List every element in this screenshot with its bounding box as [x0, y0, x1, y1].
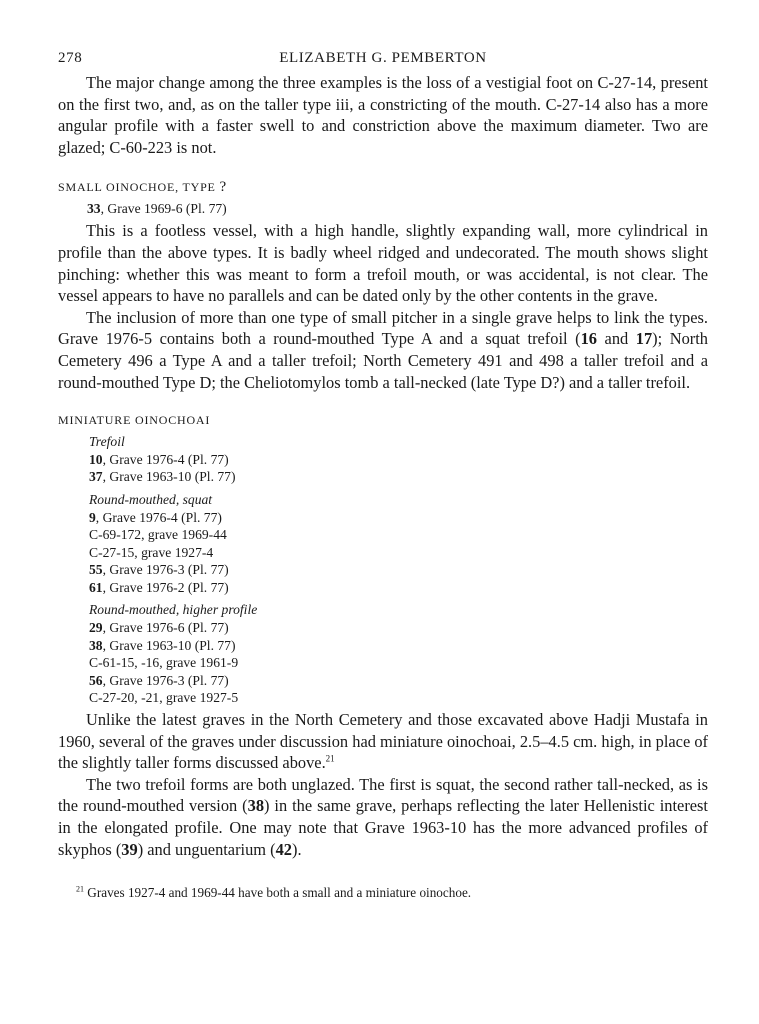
catalog-item — [89, 637, 708, 655]
section-heading-text: SMALL OINOCHOE, TYPE — [58, 180, 216, 195]
catalog-item — [89, 689, 708, 707]
catalog-group-round-squat — [89, 491, 708, 597]
text-run: The two trefoil forms are both unglazed. The first is squat, the second rather tall-necked, as is the round-mouthed version ( — [58, 774, 708, 816]
text-run: The inclusion of more than one type of small pitcher in a single grave helps to link the types. Grave 1976-5 contains both a round-mouthed Type A and a squat trefoil ( — [58, 307, 708, 349]
item-text: , Grave 1976-3 (Pl. 77) — [102, 672, 229, 688]
catalog-item — [89, 526, 708, 544]
catalog-item — [89, 672, 708, 690]
catalog-item — [89, 579, 708, 597]
section-heading-mark: ? — [219, 179, 227, 196]
paragraph-trefoil-forms — [58, 774, 708, 860]
catalog-group-trefoil — [89, 433, 708, 486]
catalog-ref-38: 38 — [247, 796, 265, 816]
footnote-number: 21 — [76, 884, 84, 894]
catalog-item — [89, 509, 708, 527]
section-heading-small-oinochoe — [58, 179, 708, 195]
author-header: ELIZABETH G. PEMBERTON — [279, 50, 487, 66]
item-number: 37 — [89, 469, 103, 485]
entry-text: , Grave 1969-6 (Pl. 77) — [100, 201, 227, 217]
text-run: ) and unguentarium ( — [137, 839, 276, 859]
item-text: , Grave 1976-4 (Pl. 77) — [102, 451, 229, 467]
item-text: , Grave 1963-10 (Pl. 77) — [102, 637, 236, 653]
catalog-ref-39: 39 — [121, 839, 138, 859]
item-number: 55 — [89, 562, 103, 578]
text-run: ). — [292, 839, 302, 859]
catalog-ref-42: 42 — [275, 839, 292, 859]
catalog-ref-16: 16 — [580, 329, 597, 349]
footnote-21 — [76, 884, 708, 902]
item-text: , Grave 1976-4 (Pl. 77) — [95, 509, 222, 525]
footnote-text: Graves 1927-4 and 1969-44 have both a small and a miniature oinochoe. — [87, 885, 472, 901]
item-text: , Grave 1976-6 (Pl. 77) — [102, 620, 229, 636]
item-number: 9 — [89, 509, 96, 525]
section-heading-miniature-oinochoai: MINIATURE OINOCHOAI — [58, 413, 211, 428]
item-text: C-69-172, grave 1969-44 — [89, 527, 227, 543]
catalog-item — [89, 654, 708, 672]
footnote-ref-21: 21 — [325, 753, 335, 764]
paragraph-miniature-graves — [58, 709, 708, 774]
item-text: , Grave 1963-10 (Pl. 77) — [102, 469, 236, 485]
catalog-group-title: Round-mouthed, squat — [89, 491, 213, 507]
paragraph-small-pitcher-types — [58, 307, 708, 393]
item-number: 56 — [89, 672, 103, 688]
item-text: , Grave 1976-3 (Pl. 77) — [102, 562, 229, 578]
page — [58, 50, 708, 902]
entry-number: 33 — [87, 201, 101, 217]
catalog-item — [89, 451, 708, 469]
catalog-item — [89, 619, 708, 637]
catalog-group-title: Round-mouthed, higher profile — [89, 602, 258, 618]
running-head — [58, 50, 708, 72]
catalog-entry-33 — [87, 200, 708, 218]
text-run: and — [596, 329, 636, 349]
catalog-item — [89, 561, 708, 579]
text-run: ) in the same grave, perhaps reflecting the later Hellenistic interest in the elongated profile. One may note that Grave 1963-10 has the more advanced profiles of skyphos ( — [58, 796, 708, 859]
text-run: ); North Cemetery 496 a Type A and a taller trefoil; North Cemetery 491 and 498 a taller trefoil and a round-mouthed Type D; the Cheliotomylos tomb a tall-necked (late Type D?) and a taller trefoil. — [58, 329, 708, 392]
catalog-list — [89, 433, 708, 707]
catalog-group-round-higher — [89, 601, 708, 707]
item-text: C-61-15, -16, grave 1961-9 — [89, 655, 239, 671]
catalog-ref-17: 17 — [635, 329, 653, 349]
paragraph-vestigial-foot: The major change among the three examples is the loss of a vestigial foot on C-27-14, present on the first two, and, as on the taller type iii, a constricting of the mouth. C-27-14 also has a more angular profile with a faster swell to and constriction above the maximum diameter. Two are glazed; C-60-223 is not. — [58, 73, 708, 157]
page-number: 278 — [58, 50, 83, 66]
item-text: C-27-15, grave 1927-4 — [89, 544, 214, 560]
item-number: 38 — [89, 637, 103, 653]
item-text: , Grave 1976-2 (Pl. 77) — [102, 579, 229, 595]
item-text: C-27-20, -21, grave 1927-5 — [89, 690, 239, 706]
item-number: 10 — [89, 451, 103, 467]
paragraph-footless-vessel: This is a footless vessel, with a high handle, slightly expanding wall, more cylindrical in profile than the above types. It is badly wheel ridged and undecorated. The mouth shows slight pinching: whether this was meant to form a trefoil mouth, or was accidental, is not clear. The vessel appears to have no parallels and can be dated only by the other contents in the grave. — [58, 221, 708, 306]
item-number: 29 — [89, 620, 103, 636]
text-run: Unlike the latest graves in the North Cemetery and those excavated above Hadji Mustafa in 1960, several of the graves under discussion had miniature oinochoai, 2.5–4.5 cm. high, in place of the slightly taller forms discussed above. — [58, 710, 708, 773]
catalog-item — [89, 468, 708, 486]
catalog-item — [89, 544, 708, 562]
catalog-group-title: Trefoil — [89, 434, 125, 450]
item-number: 61 — [89, 579, 103, 595]
